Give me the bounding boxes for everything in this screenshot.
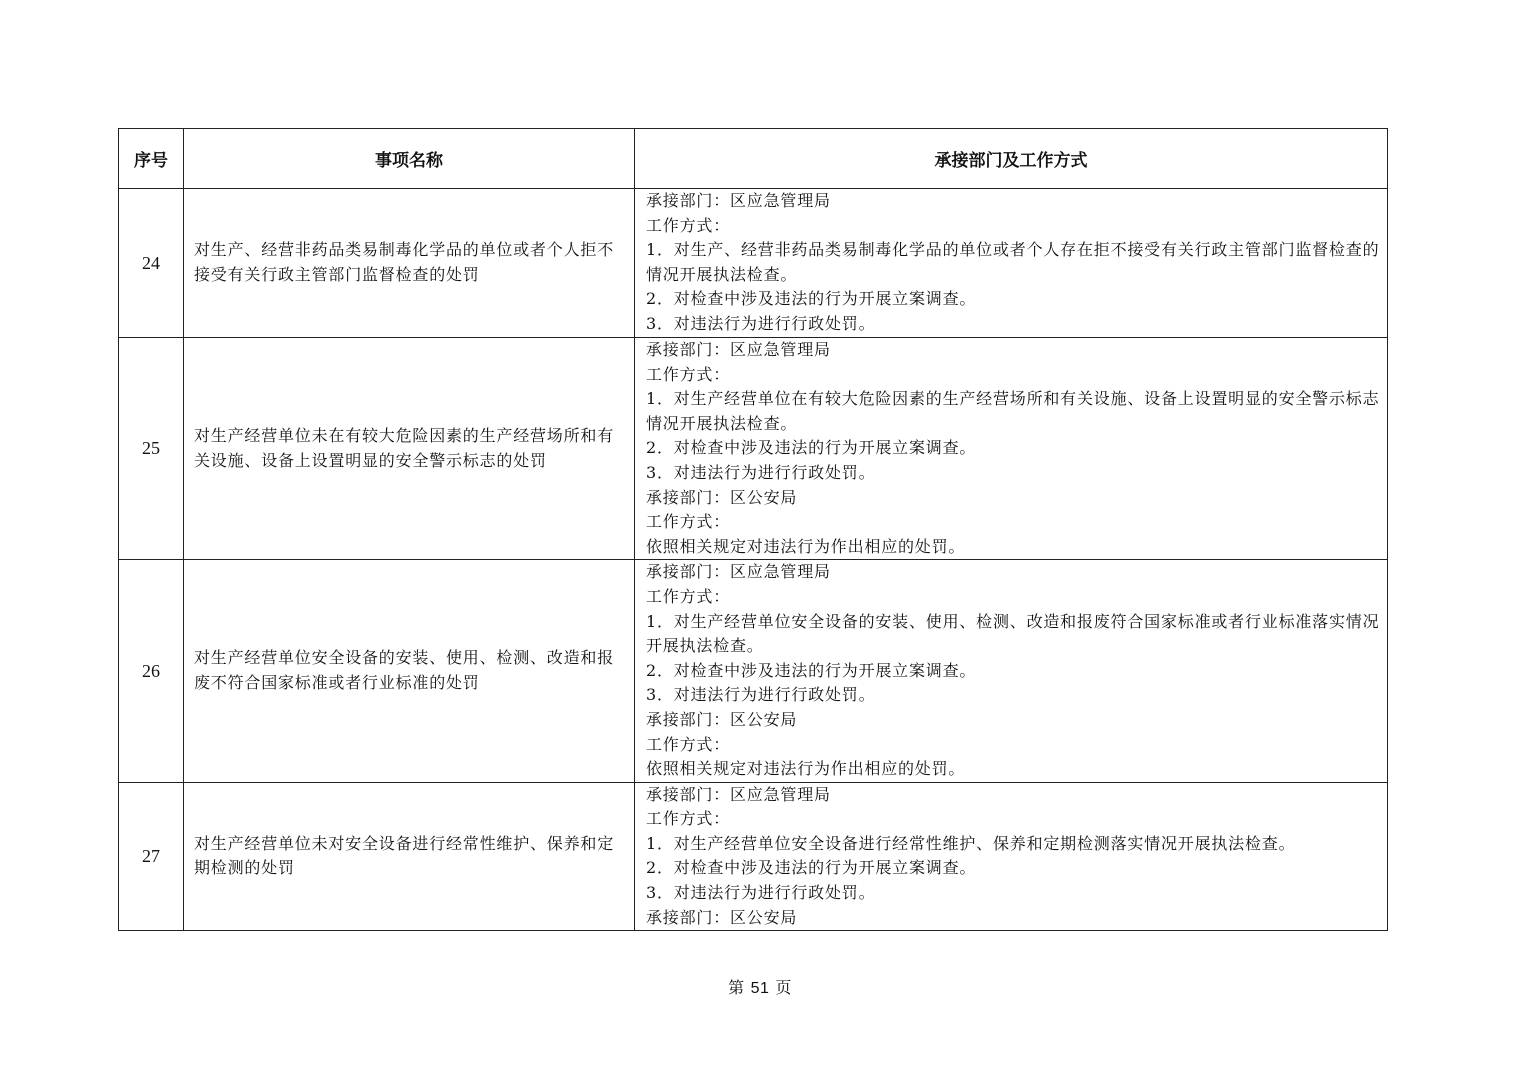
table-row [119,560,1388,782]
items-table [118,128,1388,931]
row-method [635,338,1388,560]
method-line: 承接部门：区应急管理局 [646,191,831,210]
method-line: 工作方式： [646,586,731,606]
row-method [635,560,1388,782]
method-line: 3．对违法行为进行行政处罚。 [646,685,876,705]
method-line: 1．对生产经营单位在有较大危险因素的生产经营场所和有关设施、设备上设置明显的安全警示标志情况开展执法检查。 [646,389,1380,433]
method-line: 工作方式： [646,215,731,235]
page-footer-prefix: 第 [728,978,745,997]
table-row [119,338,1388,560]
method-line: 承接部门：区应急管理局 [646,340,831,359]
row-item-name: 对生产经营单位未对安全设备进行经常性维护、保养和定期检测的处罚 [184,782,635,931]
method-line: 承接部门：区公安局 [646,709,798,729]
method-line: 1．对生产、经营非药品类易制毒化学品的单位或者个人存在拒不接受有关行政主管部门监督检查的情况开展执法检查。 [646,240,1380,284]
page-number: 51 [750,980,770,997]
method-line: 工作方式： [646,512,731,532]
method-line: 2．对检查中涉及违法的行为开展立案调查。 [646,289,977,309]
method-line: 依照相关规定对违法行为作出相应的处罚。 [646,536,966,556]
row-seq: 25 [119,338,184,560]
row-item-name: 对生产经营单位未在有较大危险因素的生产经营场所和有关设施、设备上设置明显的安全警示标志的处罚 [184,338,635,560]
page-footer [0,975,1520,998]
method-line: 3．对违法行为进行行政处罚。 [646,883,876,903]
row-seq: 24 [119,189,184,338]
row-seq: 26 [119,560,184,782]
method-line: 承接部门：区公安局 [646,907,798,927]
row-item-name: 对生产、经营非药品类易制毒化学品的单位或者个人拒不接受有关行政主管部门监督检查的处罚 [184,189,635,338]
table-header-row [119,129,1388,189]
header-name: 事项名称 [184,129,635,189]
row-item-name: 对生产经营单位安全设备的安装、使用、检测、改造和报废不符合国家标准或者行业标准的处罚 [184,560,635,782]
table-row [119,189,1388,338]
row-seq: 27 [119,782,184,931]
method-line: 3．对违法行为进行行政处罚。 [646,313,876,333]
method-line: 2．对检查中涉及违法的行为开展立案调查。 [646,858,977,878]
method-line: 承接部门：区公安局 [646,487,798,507]
header-method: 承接部门及工作方式 [635,129,1388,189]
page-footer-suffix: 页 [775,978,792,997]
method-line: 1．对生产经营单位安全设备的安装、使用、检测、改造和报废符合国家标准或者行业标准落实情况开展执法检查。 [646,611,1380,656]
method-line: 2．对检查中涉及违法的行为开展立案调查。 [646,660,977,680]
method-line: 1．对生产经营单位安全设备进行经常性维护、保养和定期检测落实情况开展执法检查。 [646,833,1296,853]
method-line: 承接部门：区应急管理局 [646,562,831,582]
row-method [635,189,1388,338]
method-line: 工作方式： [646,364,731,384]
method-line: 工作方式： [646,809,731,829]
method-line: 2．对检查中涉及违法的行为开展立案调查。 [646,438,977,458]
method-line: 工作方式： [646,734,731,754]
method-line: 依照相关规定对违法行为作出相应的处罚。 [646,759,966,779]
method-line: 3．对违法行为进行行政处罚。 [646,462,876,482]
row-method [635,782,1388,931]
header-seq: 序号 [119,129,184,189]
method-line: 承接部门：区应急管理局 [646,784,831,804]
table-row [119,782,1388,931]
